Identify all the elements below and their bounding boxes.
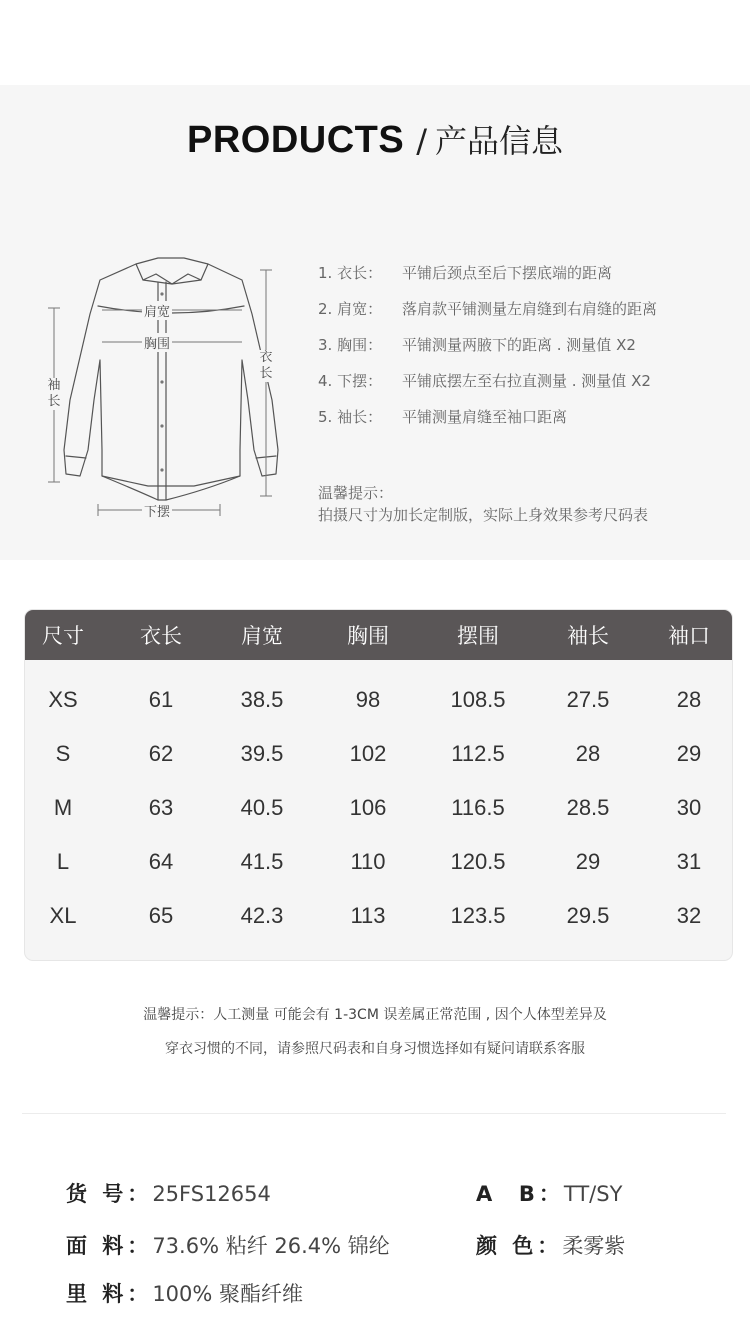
table-cell: 40.5 [240,795,284,820]
table-row [25,835,732,889]
info-item-no: 货 号：25FS12654 [66,1182,271,1206]
title-separator: / [416,122,427,160]
measurement-notice [0,998,750,1066]
header-cell: 胸围 [347,624,389,648]
header-cell: 衣长 [140,624,182,648]
table-cell: 116.5 [451,795,505,820]
table-cell: 27.5 [566,687,610,712]
notice-line: 穿衣习惯的不同，请参照尺码表和自身习惯选择如有疑问请联系客服 [165,1041,585,1057]
table-cell: 41.5 [240,849,284,874]
divider [22,1113,726,1114]
shirt-measurement-diagram [36,250,306,530]
label-length: 衣长 [259,350,273,381]
table-cell: 64 [148,849,174,874]
table-row [25,781,732,835]
size-table [25,610,732,960]
table-cell: 39.5 [240,741,284,766]
table-cell: 61 [148,687,174,712]
info-color: 颜 色：柔雾紫 [476,1234,626,1258]
table-cell: 62 [148,741,174,766]
table-row [25,889,732,943]
header-cell: 尺寸 [42,624,84,648]
definition-item: 5. 袖长： 平铺测量肩缝至袖口距离 [318,408,568,426]
label-chest: 胸围 [142,333,172,352]
header-cell: 袖长 [567,624,609,648]
label-sleeve: 袖长 [47,378,61,409]
table-cell: XS [48,687,78,712]
definition-item: 2. 肩宽： 落肩款平铺测量左肩缝到右肩缝的距离 [318,300,658,318]
table-cell: XL [49,903,77,928]
table-cell: 123.5 [450,903,506,928]
table-cell: 102 [349,741,387,766]
info-ab: A B：TT/SY [476,1182,623,1206]
definition-item: 1. 衣长： 平铺后颈点至后下摆底端的距离 [318,264,613,282]
table-cell: 106 [349,795,387,820]
title-en: PRODUCTS [186,119,405,161]
definition-item: 3. 胸围： 平铺测量两腋下的距离 . 测量值 X2 [318,336,636,354]
table-cell: 120.5 [450,849,506,874]
table-cell: 42.3 [240,903,284,928]
table-cell: 38.5 [240,687,284,712]
notice-line: 温馨提示：人工测量 可能会有 1-3CM 误差属正常范围 , 因个人体型差异及 [143,1007,607,1023]
header-cell: 袖口 [668,624,710,648]
table-cell: 108.5 [450,687,506,712]
header-cell: 摆围 [457,624,499,648]
title-cn: 产品信息 [435,122,564,160]
table-cell: 30 [676,795,702,820]
table-cell: 32 [676,903,702,928]
size-table-body [25,660,732,943]
size-table-header [25,610,732,660]
info-fabric: 面 料：73.6% 粘纤 26.4% 锦纶 [66,1234,390,1258]
table-cell: 29 [575,849,601,874]
shirt-illustration [36,250,306,530]
table-cell: 98 [355,687,381,712]
table-cell: 63 [148,795,174,820]
photo-tip [318,482,648,526]
table-cell: 29.5 [566,903,610,928]
table-cell: 110 [350,849,386,874]
header-cell: 肩宽 [241,624,283,648]
table-cell: 28 [575,741,601,766]
definition-item: 4. 下摆： 平铺底摆左至右拉直测量 . 测量值 X2 [318,372,651,390]
measurement-definitions [318,259,657,439]
table-cell: 28.5 [566,795,610,820]
table-cell: 29 [676,741,702,766]
table-row [25,673,732,727]
page-title [0,116,750,162]
table-row [25,727,732,781]
table-cell: 31 [676,849,702,874]
table-cell: 28 [676,687,702,712]
table-cell: 113 [350,903,386,928]
label-hem: 下摆 [142,501,172,520]
table-cell: 112.5 [451,741,505,766]
photo-tip-text: 拍摄尺寸为加长定制版，实际上身效果参考尺码表 [318,506,649,524]
table-cell: 65 [148,903,174,928]
table-cell: L [56,849,70,874]
table-cell: S [55,741,71,766]
table-cell: M [53,795,73,820]
label-shoulder: 肩宽 [142,301,172,320]
info-lining: 里 料：100% 聚酯纤维 [66,1282,304,1306]
photo-tip-title: 温馨提示： [318,484,394,502]
